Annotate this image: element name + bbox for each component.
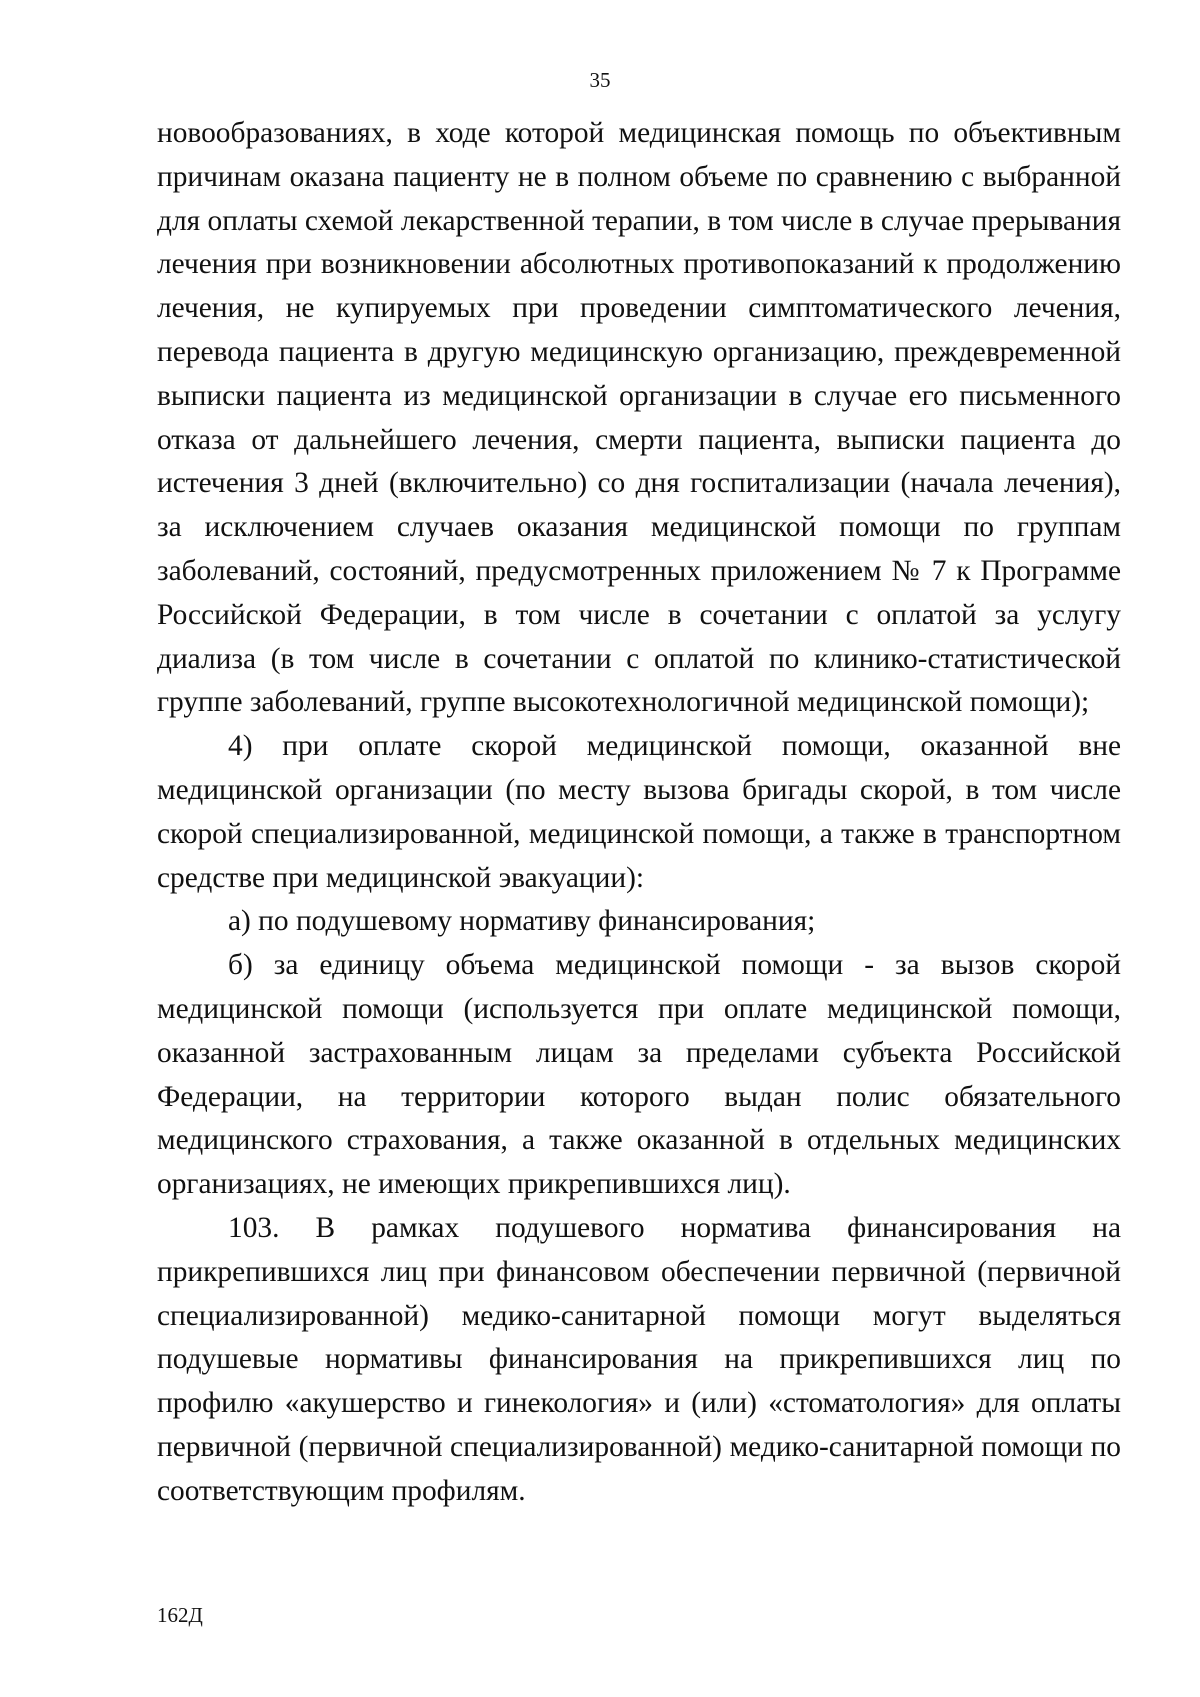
paragraph-item-4: 4) при оплате скорой медицинской помощи, оказанной вне медицинской организации (по месту вызова бригады скорой, в том числе скорой специализированной, медицинской помощи, а также в транспортном средстве при медицинской эвакуации): — [157, 730, 1121, 894]
paragraph-subitem-b: б) за единицу объема медицинской помощи - за вызов скорой медицинской помощи (используется при оплате медицинской помощи, оказанной застрахованным лицам за пределами субъекта Российской Федерации, на территории которого выдан полис обязательного медицинского страхования, а также оказанной в отдельных медицинских организациях, не имеющих прикрепившихся лиц). — [157, 949, 1121, 1201]
footer-document-code: 162Д — [157, 1603, 203, 1627]
page-number: 35 — [589, 68, 611, 92]
paragraph-continuation: новообразованиях, в ходе которой медицинская помощь по объективным причинам оказана пациенту не в полном объеме по сравнению с выбранной для оплаты схемой лекарственной терапии, в том числе в случае прерывания лечения при возникновении абсолютных противопоказаний к продолжению лечения, не купируемых при проведении симптоматического лечения, перевода пациента в другую медицинскую организацию, преждевременной выписки пациента из медицинской организации в случае его письменного отказа от дальнейшего лечения, смерти пациента, выписки пациента до истечения 3 дней (включительно) со дня госпитализации (начала лечения), за исключением случаев оказания медицинской помощи по группам заболеваний, состояний, предусмотренных приложением № 7 к Программе Российской Федерации, в том числе в сочетании с оплатой за услугу диализа (в том числе в сочетании с оплатой по клинико-статистической группе заболеваний, группе высокотехнологичной медицинской помощи); — [157, 117, 1121, 719]
paragraph-subitem-a: а) по подушевому нормативу финансирования; — [228, 905, 816, 938]
document-body — [157, 112, 1121, 1514]
paragraph-section-103: 103. В рамках подушевого норматива финансирования на прикрепившихся лиц при финансовом обеспечении первичной (первичной специализированной) медико-санитарной помощи могут выделяться подушевые нормативы финансирования на прикрепившихся лиц по профилю «акушерство и гинекология» и (или) «стоматология» для оплаты первичной (первичной специализированной) медико-санитарной помощи по соответствующим профилям. — [157, 1211, 1121, 1507]
